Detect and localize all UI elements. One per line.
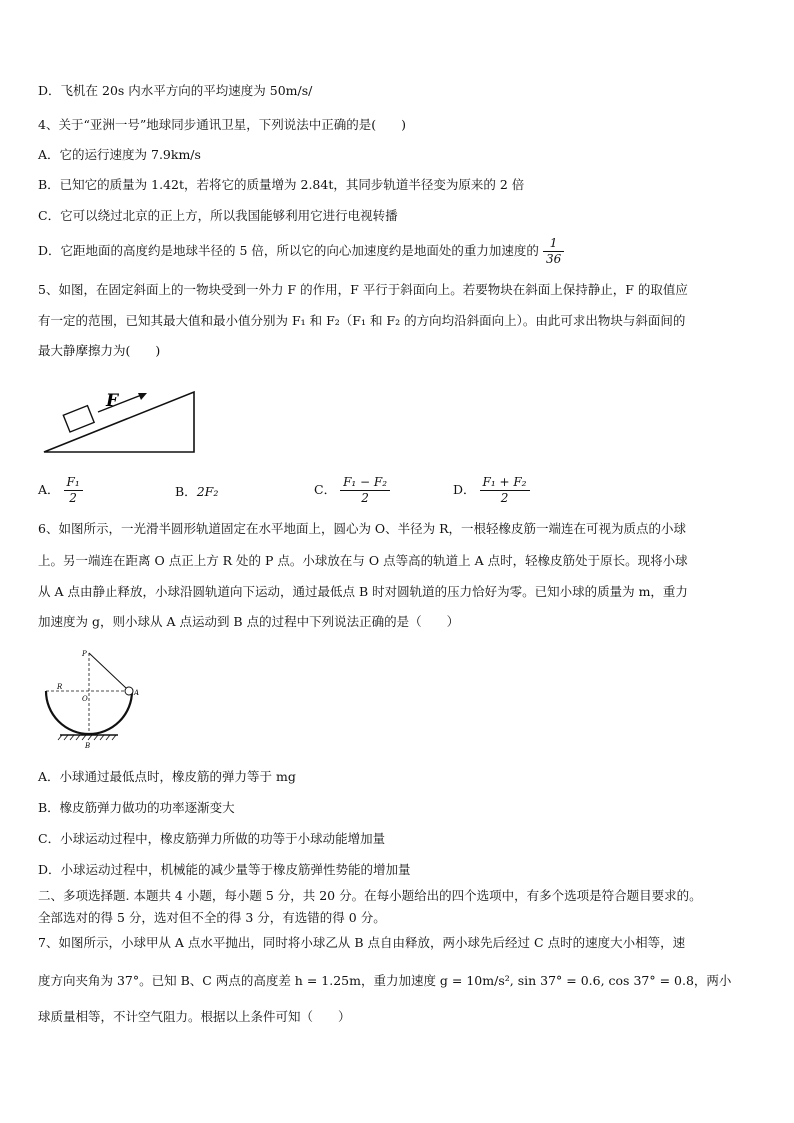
fraction-denominator: 36: [545, 252, 562, 266]
q6-option-c: C．小球运动过程中，橡皮筋弹力所做的功等于小球动能增加量: [38, 831, 386, 846]
fraction-denominator: 2: [69, 491, 77, 505]
q5-incline-figure: [40, 384, 200, 456]
label-b: B: [85, 742, 91, 750]
label-r: R: [57, 683, 63, 691]
q7-line-1: 7、如图所示，小球甲从 A 点水平抛出，同时将小球乙从 B 点自由释放，两小球先后经过 C 点时的速度大小相等，速: [38, 935, 686, 950]
fraction-numerator: F₁ + F₂: [480, 475, 530, 491]
option-letter: C．: [314, 482, 337, 497]
q4-option-b: B．已知它的质量为 1.42t，若将它的质量增为 2.84t，其同步轨道半径变为原来的 2 倍: [38, 177, 525, 192]
rubber-band: [89, 653, 126, 688]
q5-line-2: 有一定的范围，已知其最大值和最小值分别为 F₁ 和 F₂（F₁ 和 F₂ 的方向均沿斜面向上）。由此可求出物块与斜面间的: [38, 313, 686, 328]
q5-option-b: [175, 483, 218, 501]
q6-line-4: 加速度为 g，则小球从 A 点运动到 B 点的过程中下列说法正确的是（ ）: [38, 614, 460, 629]
q4-option-d: D．它距地面的高度约是地球半径的 5 倍，所以它的向心加速度约是地面处的重力加速度的: [38, 243, 539, 258]
q4-option-c: C．它可以绕过北京的正上方，所以我国能够利用它进行电视转播: [38, 208, 398, 223]
q4-option-d-fraction: [543, 236, 564, 267]
q4-option-a: A．它的运行速度为 7.9km/s: [38, 147, 201, 162]
semicircle-track: [46, 691, 132, 734]
force-label: F: [106, 391, 119, 411]
q6-option-a: A．小球通过最低点时，橡皮筋的弹力等于 mg: [38, 769, 296, 784]
option-letter: A．: [38, 482, 60, 497]
fraction-numerator: F₁ − F₂: [340, 475, 390, 491]
q6-line-3: 从 A 点由静止释放，小球沿圆轨道向下运动，通过最低点 B 时对圆轨道的压力恰好为零。已知小球的质量为 m，重力: [38, 584, 688, 599]
q6-option-d: D．小球运动过程中，机械能的减少量等于橡皮筋弹性势能的增加量: [38, 862, 411, 877]
label-p: P: [82, 650, 87, 658]
fraction-numerator: 1: [543, 236, 564, 252]
ball-a: [125, 687, 133, 695]
fraction-numerator: F₁: [64, 475, 83, 491]
q5-line-1: 5、如图，在固定斜面上的一物块受到一外力 F 的作用，F 平行于斜面向上。若要物块在斜面上保持静止，F 的取值应: [38, 282, 688, 297]
q5-option-c: [314, 475, 390, 506]
q6-semicircle-figure: [38, 645, 148, 753]
section2-line-2: 全部选对的得 5 分，选对但不全的得 3 分，有选错的得 0 分。: [38, 910, 386, 925]
section2-line-1: 二、多项选择题. 本题共 4 小题，每小题 5 分，共 20 分。在每小题给出的四个选项中，有多个选项是符合题目要求的。: [38, 888, 702, 903]
label-a: A: [134, 689, 140, 697]
q6-line-1: 6、如图所示，一光滑半圆形轨道固定在水平地面上，圆心为 O、半径为 R，一根轻橡皮筋一端连在可视为质点的小球: [38, 521, 687, 536]
q6-option-b: B．橡皮筋弹力做功的功率逐渐变大: [38, 800, 235, 815]
q5-option-d: [453, 475, 530, 506]
option-letter: B．: [175, 484, 197, 499]
q7-line-2: 度方向夹角为 37°。已知 B、C 两点的高度差 h = 1.25m，重力加速度 g = 10m/s², sin 37° = 0.6, cos 37° = 0.8，两小: [38, 973, 732, 988]
q5-line-3: 最大静摩擦力为( ): [38, 343, 161, 358]
q4-option-d-line: [38, 236, 764, 267]
ground-hatch: [58, 735, 116, 740]
force-arrow: [98, 394, 144, 412]
fraction-denominator: 2: [500, 491, 509, 505]
q6-line-2: 上。另一端连在距离 O 点正上方 R 处的 P 点。小球放在与 O 点等高的轨道上 A 点时，轻橡皮筋处于原长。现将小球: [38, 553, 688, 568]
q3-option-d: D．飞机在 20s 内水平方向的平均速度为 50m/s/: [38, 83, 313, 98]
label-o: O: [82, 695, 88, 703]
option-b-value: 2F₂: [196, 484, 219, 499]
block: [63, 406, 94, 432]
q5-option-a: [38, 475, 83, 506]
q7-line-3: 球质量相等，不计空气阻力。根据以上条件可知（ ）: [38, 1009, 351, 1024]
option-letter: D．: [453, 482, 476, 497]
q4-stem: 4、关于“亚洲一号”地球同步通讯卫星，下列说法中正确的是( ): [38, 117, 406, 132]
fraction-denominator: 2: [361, 491, 369, 505]
